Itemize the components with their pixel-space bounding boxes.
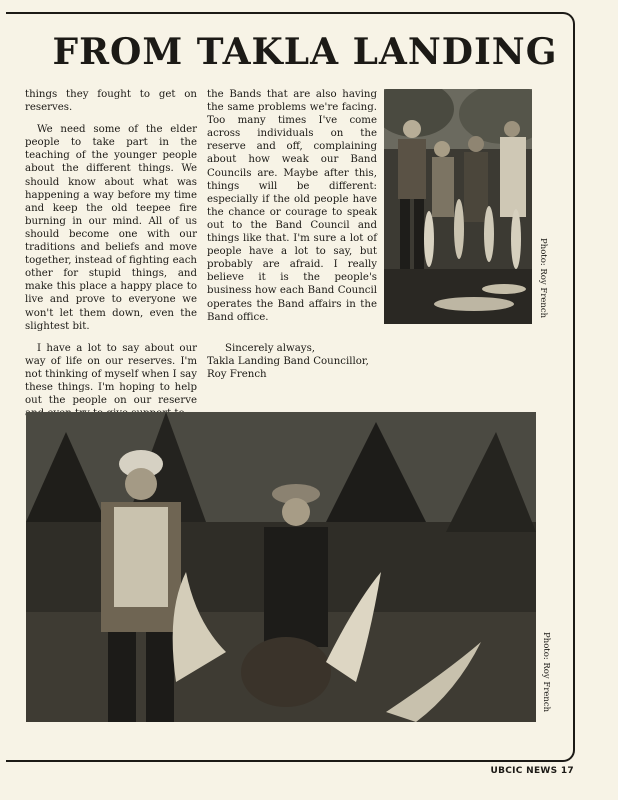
signature-name: Roy French [207, 368, 267, 380]
signature-title: Takla Landing Band Councillor, [207, 355, 369, 367]
signoff [207, 342, 377, 381]
paragraph: things they fought to get on reserves. [25, 89, 197, 114]
photo-credit: Photo: Roy French [538, 238, 548, 319]
paragraph: We need some of the elder people to take part in the teaching of the younger people about the different things. We should know about what was happening a way before my time and keep the old teepee fire burning in our mind. All of us should become one with our traditions and beliefs and move together, instead of fighting each other for stupid things, and make this place a happy place to live and prove to everyone we won't let them down, even the slightest bit. [25, 124, 197, 332]
closing: Sincerely always, [225, 342, 316, 354]
text-column-1 [25, 88, 197, 429]
article-title: FROM TAKLA LANDING [52, 31, 558, 73]
photo-credit: Photo: Roy French [541, 632, 551, 713]
text-column-2 [207, 88, 377, 381]
photo-fish-catch [384, 89, 532, 324]
page-footer: UBCIC NEWS 17 [490, 766, 574, 776]
photo-moose-hunt [26, 412, 536, 722]
paragraph: the Bands that are also having the same problems we're facing. Too many times I've come across individuals on the reserve and off, complaining about how weak our Band Councils are. Maybe after this, things will be different: especially if the old people have the chance or courage to speak out to the Band Council and things like that. I'm sure a lot of people have a lot to say, but probably are afraid. I really believe it is the people's business how each Band Council operates the Band affairs in the Band office. [207, 89, 377, 323]
paragraph: I have a lot to say about our way of life on our reserves. I'm not thinking of myself when I say these things. I'm hoping to help out the people on our reserve [25, 342, 197, 407]
